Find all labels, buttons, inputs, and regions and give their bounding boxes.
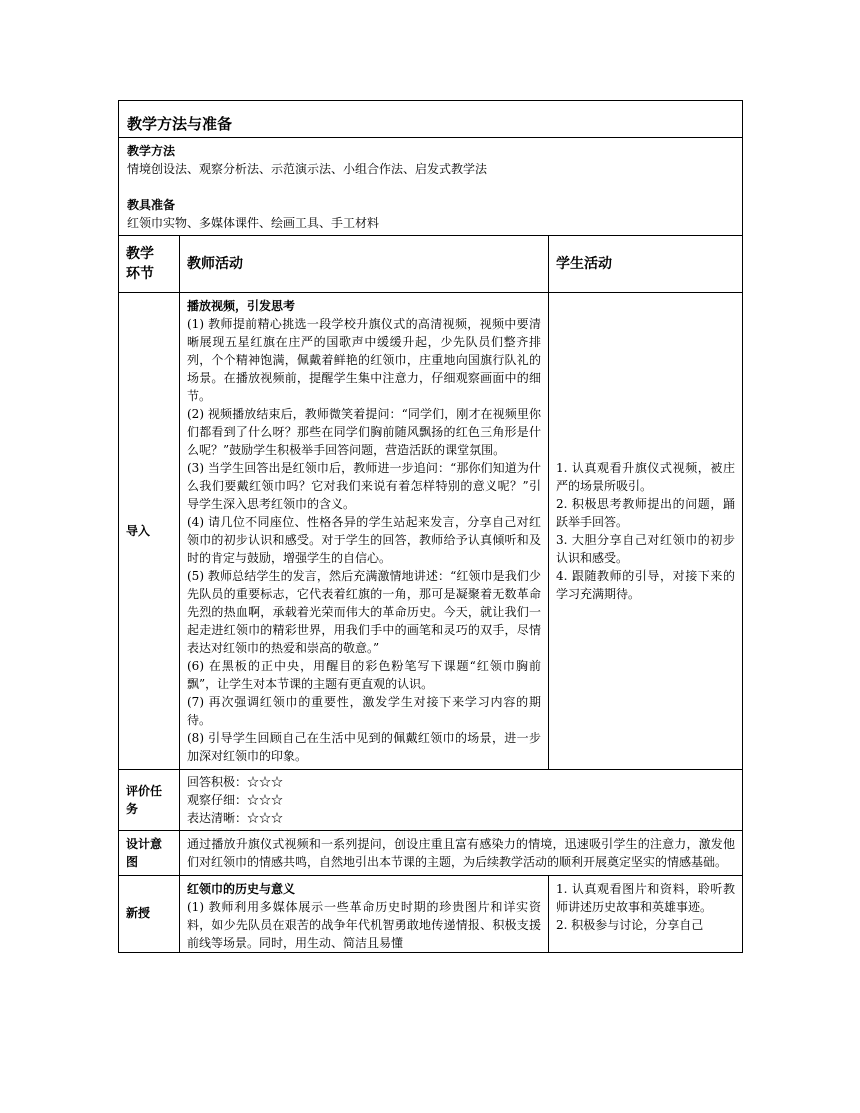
methods-text: 情境创设法、观察分析法、示范演示法、小组合作法、启发式教学法 <box>127 162 488 176</box>
intro-row <box>119 293 743 770</box>
intro-teacher-item: (4) 请几位不同座位、性格各异的学生站起来发言，分享自己对红领巾的初步认识和感受。对于学生的回答，教师给予认真倾听和及时的肯定与鼓励，增强学生的自信心。 <box>187 515 541 565</box>
methods-label: 教学方法 <box>127 144 176 158</box>
section-title: 教学方法与准备 <box>119 101 743 138</box>
intro-student-item: 2. 积极思考教师提出的问题，踊跃举手回答。 <box>556 497 735 529</box>
section-title-row <box>119 101 743 138</box>
new-lesson-stage: 新授 <box>119 876 180 953</box>
tools-label: 教具准备 <box>127 198 176 212</box>
design-intent-stage-line1: 设计意 <box>126 837 163 851</box>
new-lesson-row <box>119 876 743 953</box>
intro-student-item: 1. 认真观看升旗仪式视频，被庄严的场景所吸引。 <box>556 461 735 493</box>
new-lesson-teacher-title: 红领巾的历史与意义 <box>187 882 296 896</box>
new-lesson-teacher-cell <box>180 876 549 953</box>
lesson-plan-page <box>118 100 742 953</box>
evaluation-stage-line1: 评价任 <box>126 784 163 798</box>
evaluation-row <box>119 770 743 831</box>
new-lesson-teacher-text: (1) 教师利用多媒体展示一些革命历史时期的珍贵图片和详实资料，如少先队员在艰苦的战争年代机智勇敢地传递情报、积极支援前线等场景。同时，用生动、简洁且易懂 <box>187 900 541 950</box>
tools-text: 红领巾实物、多媒体课件、绘画工具、手工材料 <box>127 216 380 230</box>
evaluation-item: 表达清晰：☆☆☆ <box>187 811 284 825</box>
intro-teacher-item: (5) 教师总结学生的发言，然后充满激情地讲述：“红领巾是我们少先队员的重要标志，它代表着红旗的一角，那可是凝聚着无数革命先烈的热血啊，承载着光荣而伟大的革命历史。今天，就让我们一起走进红领巾的精彩世界，用我们手中的画笔和灵巧的双手，尽情表达对红领巾的热爱和崇高的敬意。” <box>187 569 541 655</box>
intro-stage: 导入 <box>119 293 180 770</box>
evaluation-stage <box>119 770 180 831</box>
methods-cell <box>119 138 743 236</box>
evaluation-item: 观察仔细：☆☆☆ <box>187 793 284 807</box>
new-lesson-student-cell <box>549 876 743 953</box>
design-intent-row <box>119 831 743 876</box>
header-student: 学生活动 <box>549 236 743 293</box>
intro-teacher-item: (8) 引导学生回顾自己在生活中见到的佩戴红领巾的场景，进一步加深对红领巾的印象。 <box>187 731 541 763</box>
intro-teacher-item: (2) 视频播放结束后，教师微笑着提问：“同学们，刚才在视频里你们都看到了什么呀？那些在同学们胸前随风飘扬的红色三角形是什么呢？”鼓励学生积极举手回答问题，营造活跃的课堂氛围。 <box>187 407 541 457</box>
intro-teacher-title: 播放视频，引发思考 <box>187 299 296 313</box>
evaluation-cell <box>180 770 743 831</box>
evaluation-stage-line2: 务 <box>126 802 139 816</box>
intro-teacher-item: (6) 在黑板的正中央，用醒目的彩色粉笔写下课题“红领巾胸前飘”，让学生对本节课的主题有更直观的认识。 <box>187 659 541 691</box>
evaluation-item: 回答积极：☆☆☆ <box>187 775 284 789</box>
header-stage-line1: 教学 <box>126 246 154 262</box>
intro-student-item: 3. 大胆分享自己对红领巾的初步认识和感受。 <box>556 533 735 565</box>
header-teacher: 教师活动 <box>180 236 549 293</box>
intro-student-item: 4. 跟随教师的引导，对接下来的学习充满期待。 <box>556 569 735 601</box>
design-intent-stage-line2: 图 <box>126 855 139 869</box>
lesson-plan-table <box>118 100 743 953</box>
intro-teacher-item: (3) 当学生回答出是红领巾后，教师进一步追问：“那你们知道为什么我们要戴红领巾吗？它对我们来说有着怎样特别的意义呢？”引导学生深入思考红领巾的含义。 <box>187 461 541 511</box>
intro-student-cell <box>549 293 743 770</box>
methods-row <box>119 138 743 236</box>
table-header-row <box>119 236 743 293</box>
header-stage <box>119 236 180 293</box>
intro-teacher-item: (7) 再次强调红领巾的重要性，激发学生对接下来学习内容的期待。 <box>187 695 541 727</box>
header-stage-line2: 环节 <box>126 266 154 282</box>
new-lesson-student-item: 2. 积极参与讨论，分享自己 <box>556 918 704 932</box>
intro-teacher-cell <box>180 293 549 770</box>
design-intent-stage <box>119 831 180 876</box>
intro-teacher-item: (1) 教师提前精心挑选一段学校升旗仪式的高清视频，视频中要清晰展现五星红旗在庄严的国歌声中缓缓升起，少先队员们整齐排列，个个精神饱满，佩戴着鲜艳的红领巾，庄重地向国旗行队礼的场景。在播放视频前，提醒学生集中注意力，仔细观察画面中的细节。 <box>187 317 541 403</box>
design-intent-text: 通过播放升旗仪式视频和一系列提问，创设庄重且富有感染力的情境，迅速吸引学生的注意力，激发他们对红领巾的情感共鸣，自然地引出本节课的主题，为后续教学活动的顺利开展奠定坚实的情感基础。 <box>180 831 743 876</box>
new-lesson-student-item: 1. 认真观看图片和资料，聆听教师讲述历史故事和英雄事迹。 <box>556 882 735 914</box>
